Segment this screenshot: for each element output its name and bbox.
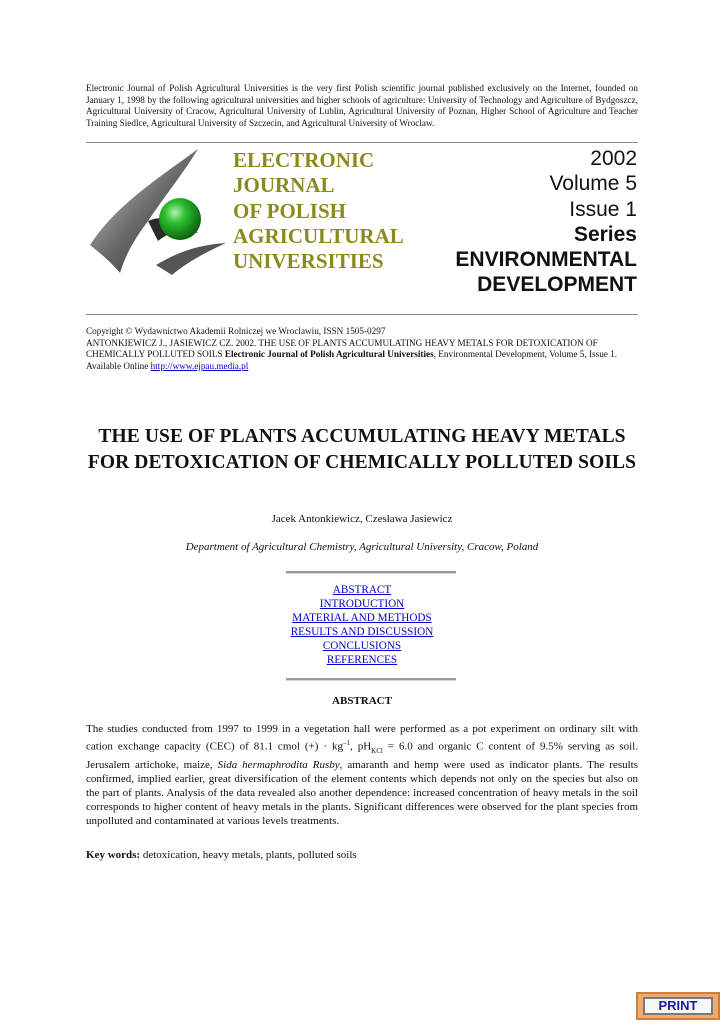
abstract-heading: ABSTRACT xyxy=(332,695,392,707)
article-authors: Jacek Antonkiewicz, Czesława Jasiewicz xyxy=(271,513,453,525)
series-label: Series xyxy=(573,222,637,246)
article-title: THE USE OF PLANTS ACCUMULATING HEAVY METALS FOR DETOXICATION OF CHEMICALLY POLLUTED SOILS xyxy=(87,426,637,473)
keywords xyxy=(86,849,638,861)
toc-top-divider xyxy=(286,571,456,574)
keywords-text: detoxication, heavy metals, plants, polluted soils xyxy=(140,849,357,861)
abstract-subscript: KCl xyxy=(371,746,383,755)
citation-text: ANTONKIEWICZ J., JASIEWICZ CZ. 2002. THE USE OF PLANTS ACCUMULATING HEAVY METALS FOR DETOXICATION OF CHEMICALLY POLLUTED SOILS xyxy=(86,337,598,359)
journal-name-line: ELECTRONIC xyxy=(233,148,375,172)
abstract-text xyxy=(86,722,638,828)
table-of-contents xyxy=(86,583,638,667)
print-button-label: PRINT xyxy=(643,997,713,1015)
logo-green-sphere xyxy=(159,198,201,240)
journal-name-line: OF POLISH xyxy=(233,198,346,223)
journal-name xyxy=(233,148,433,274)
abstract-species-name: Sida hermaphrodita Rusby xyxy=(217,758,340,771)
journal-intro-paragraph: Electronic Journal of Polish Agricultural Universities is the very first Polish scientific journal published exclusively on the Internet, founded on January 1, 1998 by the following agricultural universities and higher schools of agriculture: University of Technology and Agriculture of Bydgoszcz, Agricultural University of Cracow, Agricultural University of Lublin, Agricultural University of Poznan, Higher School of Agriculture and Teacher Training Siedlce, Agricultural University of Szczecin, and Agricultural University of Wroclaw. xyxy=(86,83,638,129)
citation xyxy=(86,338,642,361)
journal-name-line: UNIVERSITIES xyxy=(233,249,384,274)
toc-link-results-and-discussion[interactable]: RESULTS AND DISCUSSION xyxy=(290,626,434,638)
toc-bottom-divider xyxy=(286,678,456,681)
journal-name-line: AGRICULTURAL xyxy=(233,223,404,248)
abstract-text-part: = 6.0 and organic C content of 9.5% serving as soil. Jerusalem artichoke, maize, xyxy=(86,740,638,771)
print-button[interactable] xyxy=(636,992,720,1020)
journal-logo xyxy=(86,145,231,275)
abstract-text-part: , pH xyxy=(350,740,372,753)
toc-link-material-and-methods[interactable]: MATERIAL AND METHODS xyxy=(292,612,432,624)
issue-volume: Volume 5 xyxy=(549,172,637,196)
issue-year: 2002 xyxy=(590,147,637,170)
journal-url-link[interactable]: http://www.ejpau.media.pl xyxy=(150,360,249,371)
copyright-line: Copyright © Wydawnictwo Akademii Rolniczej we Wroclawiu, ISSN 1505-0297 xyxy=(86,326,386,336)
abstract-text-part: , amaranth and hemp were used as indicator plants. The results confirmed, implied earlier, great diversification of the element contents which depends not only on the species but also on the part of plants. Analysis of the data revealed also another dependence: increased concentration of heavy metals in the soil corresponds to higher content of heavy metals in the plants. Significant differences were observed for the plant species from unpolluted and contaminated at various levels treatments. xyxy=(86,758,638,827)
citation-details: , Environmental Development, Volume 5, Issue 1. xyxy=(433,349,618,359)
header-bottom-rule xyxy=(86,314,638,315)
toc-link-abstract[interactable]: ABSTRACT xyxy=(332,584,392,596)
journal-name-line: JOURNAL xyxy=(233,173,335,198)
header-top-rule xyxy=(86,142,638,143)
issue-info xyxy=(455,146,637,298)
keywords-label: Key words: xyxy=(86,849,141,861)
article-department: Department of Agricultural Chemistry, Agricultural University, Cracow, Poland xyxy=(185,541,539,553)
copyright-block xyxy=(86,326,642,372)
abstract-superscript: –1 xyxy=(343,739,350,747)
toc-link-conclusions[interactable]: CONCLUSIONS xyxy=(322,640,402,652)
available-online xyxy=(86,361,642,373)
abstract-text-part: The studies conducted from 1997 to 1999 in a vegetation hall were performed as a pot experiment on ordinary silt with cation exchange capacity (CEC) of 81.1 cmol (+) · kg xyxy=(86,723,638,753)
toc-link-references[interactable]: REFERENCES xyxy=(326,654,398,666)
series-name-line2: DEVELOPMENT xyxy=(477,273,637,297)
available-online-label: Available Online xyxy=(86,360,151,371)
issue-number: Issue 1 xyxy=(569,197,637,221)
toc-link-introduction[interactable]: INTRODUCTION xyxy=(319,598,405,610)
citation-journal: Electronic Journal of Polish Agricultural Universities xyxy=(224,349,434,359)
series-name-line1: ENVIRONMENTAL xyxy=(455,248,637,272)
